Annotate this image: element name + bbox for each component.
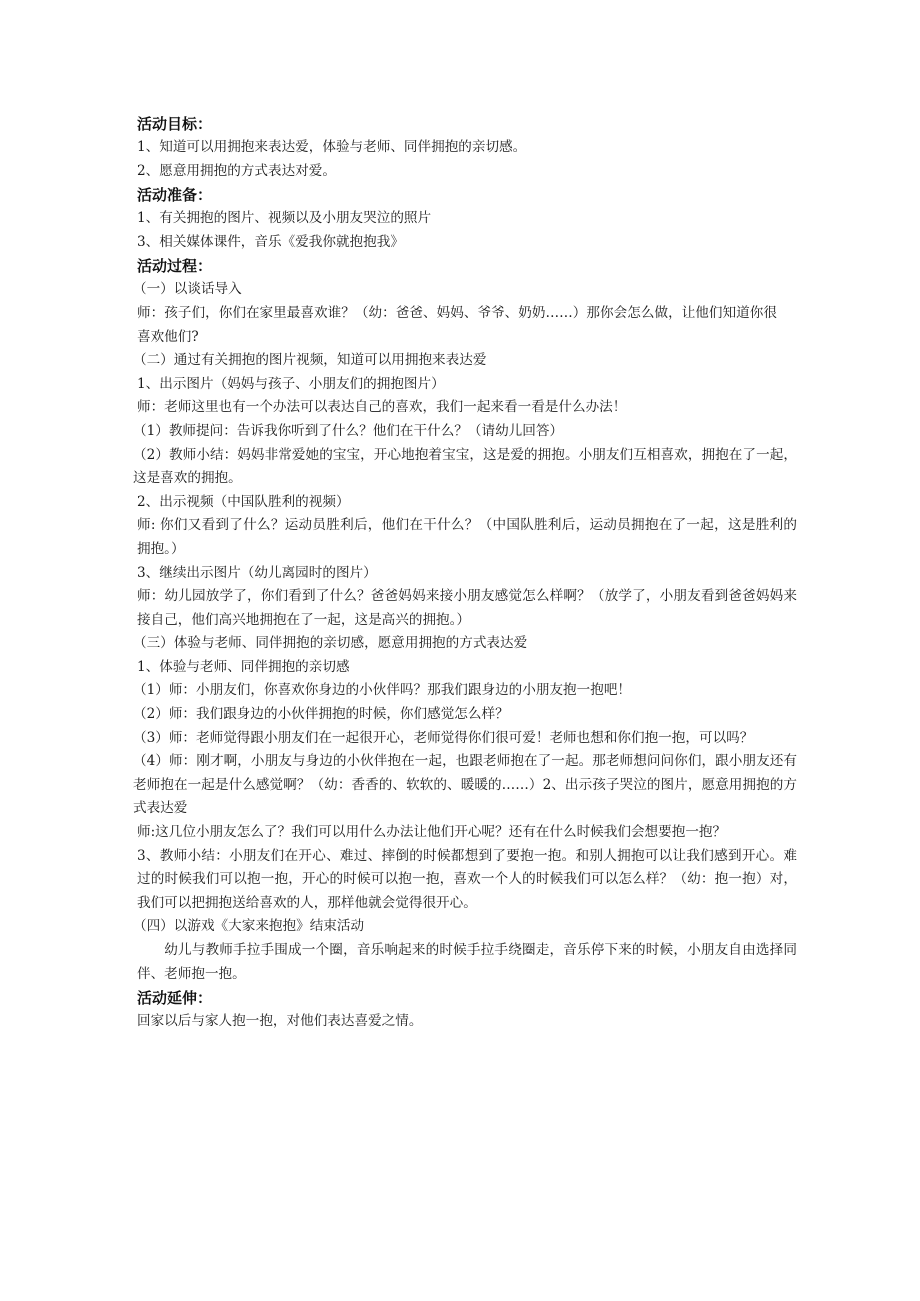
process-paragraph: 2、出示视频（中国队胜利的视频） (137, 493, 350, 510)
process-step: （三）体验与老师、同伴拥抱的亲切感，愿意用拥抱的方式表达爱 (133, 635, 528, 652)
goal-item: 1、知道可以用拥抱来表达爱，体验与老师、同伴拥抱的亲切感。 (137, 139, 527, 155)
prep-item: 3、相关媒体课件，音乐《爱我你就抱抱我》 (137, 233, 404, 250)
process-paragraph: （2）师：我们跟身边的小伙伴拥抱的时候，你们感觉怎么样？ (133, 706, 509, 723)
process-paragraph: 师:这几位小朋友怎么了？我们可以用什么办法让他们开心呢？还有在什么时候我们会想要抱一抱？ (137, 824, 727, 841)
process-paragraph: （1）教师提问：告诉我你听到了什么？他们在干什么？（请幼儿回答） (133, 422, 564, 439)
prep-heading: 活动准备： (137, 186, 213, 205)
process-paragraph: 幼儿与教师手拉手围成一个圈，音乐响起来的时候手拉手绕圈走，音乐停下来的时候，小朋友自由选择同伴、老师抱一抱。 (137, 942, 797, 982)
process-paragraph: （1）师：小朋友们，你喜欢你身边的小伙伴吗？那我们跟身边的小朋友抱一抱吧！ (133, 682, 632, 699)
process-paragraph: （2）教师小结：妈妈非常爱她的宝宝，开心地抱着宝宝，这是爱的拥抱。小朋友们互相喜欢，拥抱在了一起，这是喜欢的拥抱。 (133, 446, 797, 487)
process-paragraph: 3、教师小结：小朋友们在开心、难过、摔倒的时候都想到了要抱一抱。和别人拥抱可以让我们感到开心。难过的时候我们可以抱一抱，开心的时候可以抱一抱，喜欢一个人的时候我们可以怎么样？（幼：抱一抱）对，我们可以把拥抱送给喜欢的人，那样他就会觉得很开心。 (137, 847, 797, 911)
process-step: （四）以游戏《大家来抱抱》结束活动 (133, 918, 365, 935)
process-paragraph: 师：孩子们，你们在家里最喜欢谁？（幼：爸爸、妈妈、爷爷、奶奶……）那你会怎么做，让他们知道你很喜欢他们? (137, 304, 777, 345)
prep-item: 1、有关拥抱的图片、视频以及小朋友哭泣的照片 (137, 210, 432, 227)
process-paragraph: 1、出示图片（妈妈与孩子、小朋友们的拥抱图片） (137, 375, 445, 392)
process-paragraph: 1、体验与老师、同伴拥抱的亲切感 (137, 658, 350, 675)
goals-heading: 活动目标： (137, 115, 213, 133)
extension-item: 回家以后与家人抱一抱，对他们表达喜爱之情。 (137, 1013, 423, 1030)
extension-heading: 活动延伸： (137, 989, 213, 1008)
document-page (133, 112, 797, 1034)
process-step: （二）通过有关拥抱的图片视频，知道可以用拥抱来表达爱 (133, 352, 487, 369)
process-paragraph: 师：老师这里也有一个办法可以表达自己的喜欢，我们一起来看一看是什么办法！ (137, 399, 627, 416)
process-paragraph: （3）师：老师觉得跟小朋友们在一起很开心，老师觉得你们很可爱！老师也想和你们抱一抱，可以吗？ (133, 729, 754, 746)
process-heading: 活动过程： (137, 257, 213, 276)
goal-item: 2、愿意用拥抱的方式表达对爱。 (137, 162, 336, 179)
process-paragraph: 3、继续出示图片（幼儿离园时的图片） (137, 564, 377, 581)
process-paragraph: （4）师：刚才啊，小朋友与身边的小伙伴抱在一起，也跟老师抱在了一起。那老师想问问你们，跟小朋友还有老师抱在一起是什么感觉啊？（幼：香香的、软软的、暖暖的……）2、出示孩子哭泣的图片，愿意用拥抱的方式表达爱 (133, 753, 797, 817)
process-step: （一）以谈话导入 (133, 281, 242, 298)
process-paragraph: 师: 你们又看到了什么？运动员胜利后，他们在干什么？（中国队胜利后，运动员拥抱在了一起，这是胜利的拥抱。） (137, 517, 797, 557)
process-paragraph: 师：幼儿园放学了，你们看到了什么？爸爸妈妈来接小朋友感觉怎么样啊？（放学了，小朋友看到爸爸妈妈来接自己，他们高兴地拥抱在了一起，这是高兴的拥抱。） (137, 588, 797, 628)
